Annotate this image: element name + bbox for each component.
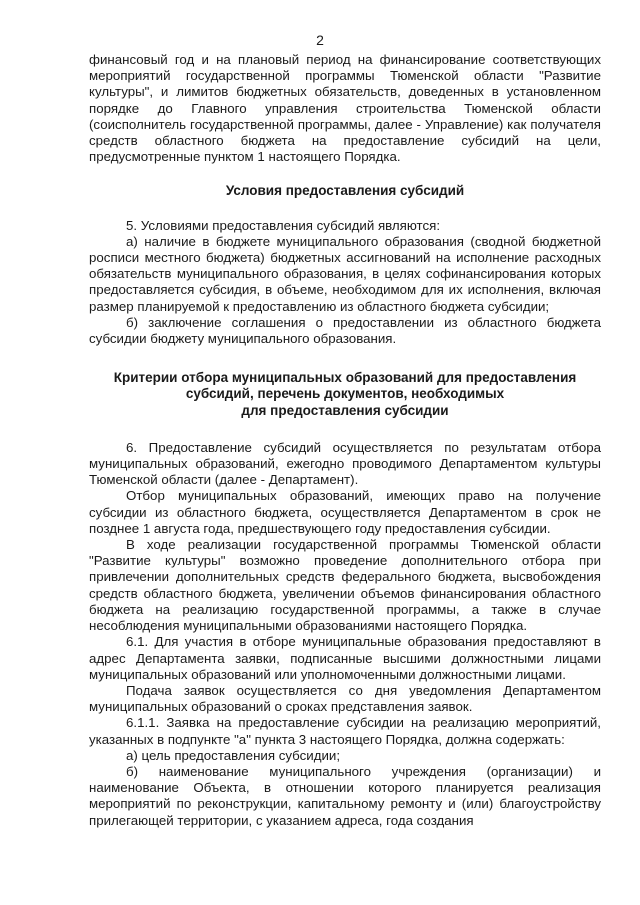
page-number: 2 <box>316 32 324 48</box>
section-heading-conditions: Условия предоставления субсидий <box>225 183 465 199</box>
paragraph-6-selection: Отбор муниципальных образований, имеющих право на получение субсидии из областного бюджета, осуществляется Департаментом в срок не позднее 1 августа года, предшествующего году предоставления субсидии. <box>89 488 601 536</box>
section-heading-criteria <box>89 370 601 419</box>
paragraph-6: 6. Предоставление субсидий осуществляется по результатам отбора муниципальных образований, ежегодно проводимого Департаментом культуры Тюменской области (далее - Департамент). <box>89 439 601 488</box>
heading-line: Критерии отбора муниципальных образований для предоставления <box>113 370 577 386</box>
paragraph-6-1-1: 6.1.1. Заявка на предоставление субсидии на реализацию мероприятий, указанных в подпункте "а" пункта 3 настоящего Порядка, должна содержать: <box>89 715 601 747</box>
continuation-paragraph: финансовый год и на плановый период на финансирование соответствующих мероприятий государственной программы Тюменской области "Развитие культуры", и лимитов бюджетных обязательств, доведенных в установленном порядке до Главного управления строительства Тюменской области (соисполнитель государственной программы, далее - Управление) как получателя средств областного бюджета на предоставление субсидий на цели, предусмотренные пунктом 1 настоящего Порядка. <box>89 52 601 165</box>
paragraph-6-1-1a: а) цель предоставления субсидии; <box>126 747 341 763</box>
paragraph-5b: б) заключение соглашения о предоставлении из областного бюджета субсидии бюджету муниципального образования. <box>89 314 601 347</box>
paragraph-5a: а) наличие в бюджете муниципального образования (сводной бюджетной росписи местного бюджета) бюджетных ассигнований на исполнение расходных обязательств муниципального образования, в целях софинансирования которых предоставляется субсидия, в объеме, необходимом для их исполнения, включая размер планируемой к предоставлению из областного бюджета субсидии; <box>89 233 601 314</box>
document-body <box>89 52 601 829</box>
paragraph-6-additional: В ходе реализации государственной программы Тюменской области "Развитие культуры" возможно проведение дополнительного отбора при привлечении дополнительных средств федерального бюджета, высвобождения средств областного бюджета, увеличении объемов финансирования областного бюджета на реализацию государственной программы, а также в случае несоблюдения муниципальными образованиями настоящего Порядка. <box>89 537 601 634</box>
heading-line: для предоставления субсидии <box>241 402 449 418</box>
paragraph-6-1-submission: Подача заявок осуществляется со дня уведомления Департаментом муниципальных образований о сроках представления заявок. <box>89 682 601 715</box>
heading-line: субсидий, перечень документов, необходимых <box>185 386 505 402</box>
paragraph-6-1: 6.1. Для участия в отборе муниципальные образования предоставляют в адрес Департамента заявки, подписанные высшими должностными лицами муниципальных образований или уполномоченными должностными лицами. <box>89 634 601 682</box>
paragraph-5: 5. Условиями предоставления субсидий являются: <box>126 217 441 233</box>
paragraph-6-1-1b: б) наименование муниципального учреждения (организации) и наименование Объекта, в отношении которого планируется реализация мероприятий по реконструкции, капитальному ремонту и (или) благоустройству прилегающей территории, с указанием адреса, года создания <box>89 763 601 828</box>
